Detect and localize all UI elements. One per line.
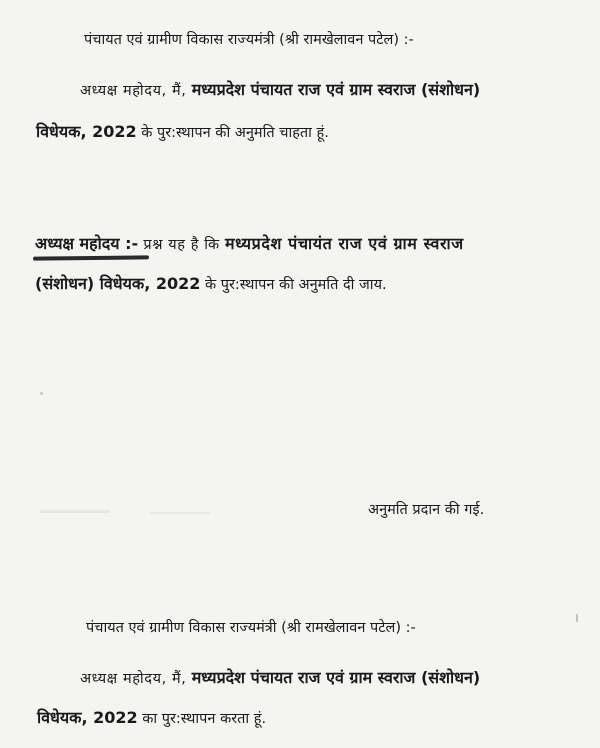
bill-title-1: मध्यप्रदेश पंचायत राज एवं ग्राम स्वराज (संशोधन) [191,80,481,99]
minister-speaker-heading-2: पंचायत एवं ग्रामीण विकास राज्यमंत्री (श्री रामखेलावन पटेल) :- [86,620,416,636]
scan-smudge [150,512,210,514]
minister-speaker-heading-1: पंचायत एवं ग्रामीण विकास राज्यमंत्री (श्री रामखेलावन पटेल) :- [84,32,414,48]
speaker-chairman: अध्यक्ष महोदय :- [35,234,139,253]
bill-title-2: मध्यप्रदेश पंचायंत राज एवं ग्राम स्वराज [225,234,464,253]
bill-title-3: मध्यप्रदेश पंचायत राज एवं ग्राम स्वराज (संशोधन) [191,668,481,687]
scan-smudge [40,510,110,513]
bill-year-3: विधेयक, 2022 [37,708,138,727]
paragraph-1-ending: के पुर:स्थापन की अनुमति चाहता हूं. [136,125,329,141]
paragraph-2-line-2 [35,274,387,295]
paragraph-3-intro: अध्यक्ष महोदय, मैं, [80,671,192,687]
permission-granted-note: अनुमति प्रदान की गई. [368,502,485,518]
paragraph-2-question: प्रश्न यह है कि [138,237,226,253]
paragraph-3-line-2 [37,708,266,729]
paragraph-2-ending: के पुर:स्थापन की अनुमति दी जाय. [200,277,387,293]
handwritten-underline [33,255,149,260]
paragraph-2-line-1 [35,234,464,255]
paragraph-1-line-1 [80,80,480,101]
bill-amendment-2: (संशोधन) विधेयक, 2022 [35,274,201,293]
paragraph-3-ending: का पुर:स्थापन करता हूं. [137,711,267,727]
scan-speck [40,392,43,395]
paragraph-1-line-2 [36,122,329,143]
scan-mark [576,614,578,622]
bill-year-1: विधेयक, 2022 [36,122,137,141]
paragraph-1-intro: अध्यक्ष महोदय, मैं, [80,83,192,99]
paragraph-3-line-1 [80,668,480,689]
